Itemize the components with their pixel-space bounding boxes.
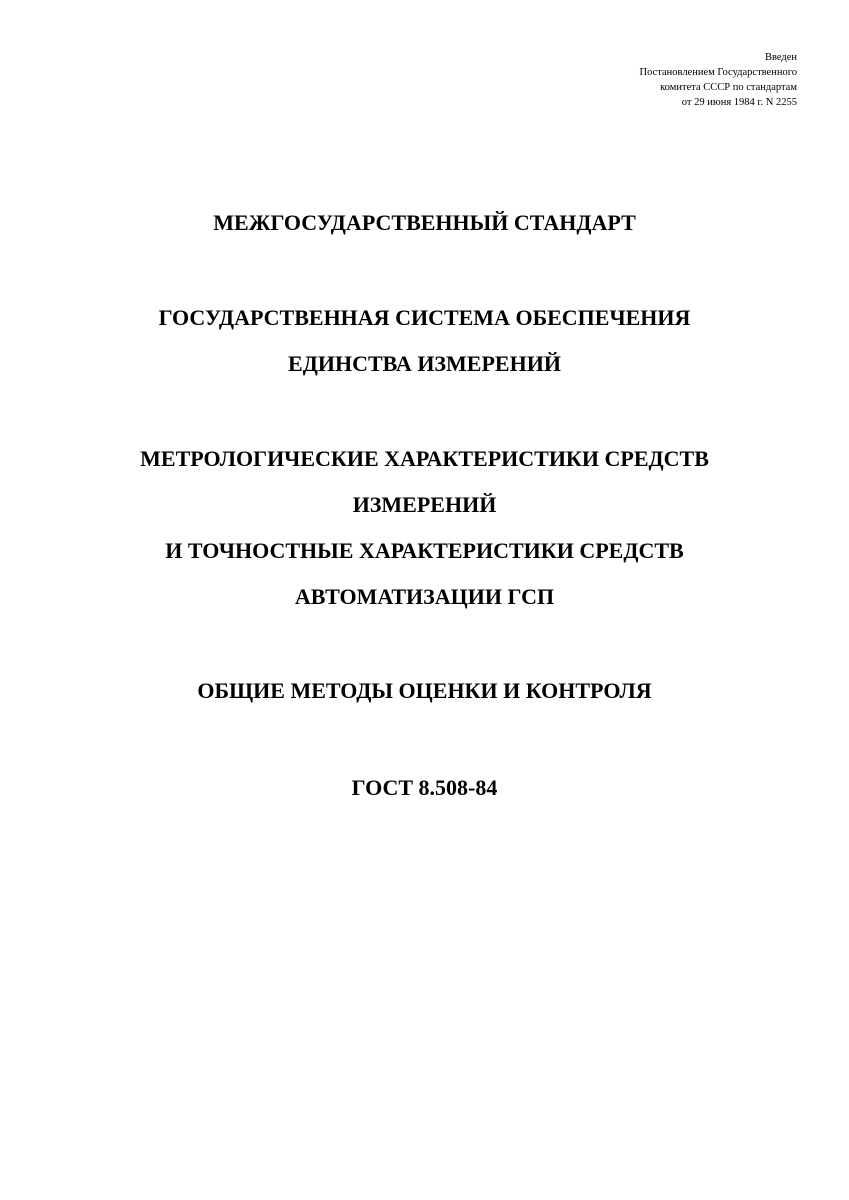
system-title-line: ЕДИНСТВА ИЗМЕРЕНИЙ xyxy=(288,351,561,376)
intro-line-introduced: Введен xyxy=(764,52,797,63)
intro-line-decree: Постановлением Государственного xyxy=(639,67,797,78)
document-title-line: ИЗМЕРЕНИЙ xyxy=(352,492,497,517)
introduction-note xyxy=(640,50,798,110)
document-title-line: АВТОМАТИЗАЦИИ ГСП xyxy=(294,584,555,609)
standard-type-heading: МЕЖГОСУДАРСТВЕННЫЙ СТАНДАРТ xyxy=(213,210,636,235)
document-title-line: МЕТРОЛОГИЧЕСКИЕ ХАРАКТЕРИСТИКИ СРЕДСТВ xyxy=(140,446,709,471)
gost-number: ГОСТ 8.508-84 xyxy=(351,775,498,800)
intro-line-date: от 29 июня 1984 г. N 2255 xyxy=(681,97,797,108)
intro-line-committee: комитета СССР по стандартам xyxy=(660,82,797,93)
system-title xyxy=(0,295,849,387)
document-title xyxy=(0,436,849,620)
document-subtitle: ОБЩИЕ МЕТОДЫ ОЦЕНКИ И КОНТРОЛЯ xyxy=(197,678,652,703)
document-title-line: И ТОЧНОСТНЫЕ ХАРАКТЕРИСТИКИ СРЕДСТВ xyxy=(165,538,684,563)
system-title-line: ГОСУДАРСТВЕННАЯ СИСТЕМА ОБЕСПЕЧЕНИЯ xyxy=(158,305,691,330)
